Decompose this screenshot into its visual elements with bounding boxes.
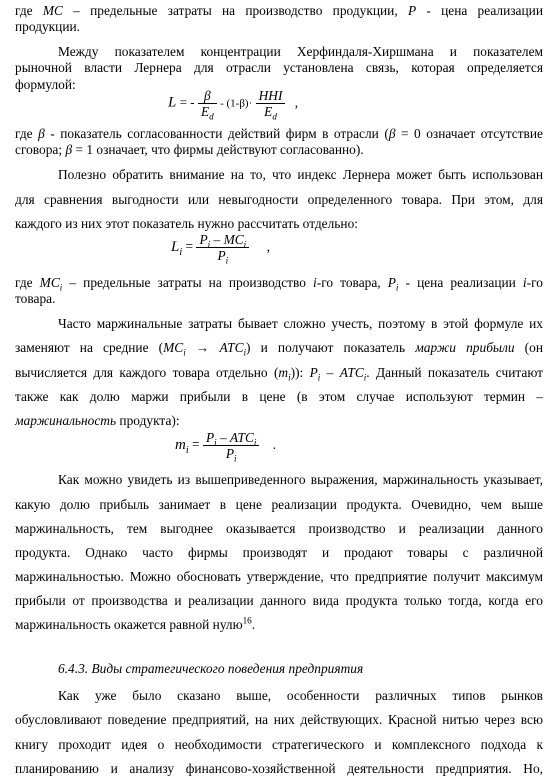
paragraph-line: Часто маржинальные затраты бывает сложно учесть, поэтому в этой формуле их (58, 316, 543, 331)
formula-lerner-index: $L_i$ = $\frac{P_i - MC_i}{P_i}$ , (171, 232, 270, 266)
paragraph-line: Как уже было сказано выше, особенности различных типов рынков (58, 688, 543, 703)
paragraph-line: маржинальностью. Можно обосновать утверждение, что предприятие получит максимум (15, 569, 543, 584)
paragraph-line: Как можно увидеть из вышеприведенного выражения, маржинальность указывает, (58, 472, 543, 487)
paragraph-line: вычисляется для каждого товара отдельно $(m_i)$): $P_i - ATC_i$. Данный показатель считают (15, 365, 544, 383)
paragraph-line: где $MC_i$ – предельные затраты на производство i-го товара, $P_i$ - цена реализации i-го (15, 275, 543, 293)
formula-hhi-lerner: L = - $\frac{\beta}{E_d}$ - (1-β)· $\frac{\text{HHI}}{E_d}$ , (168, 88, 299, 122)
paragraph-line: прибыли от производства и реализации данного вида продукта только тогда, когда его (15, 593, 543, 608)
paragraph-line: Между показателем концентрации Херфиндаля-Хиршмана и показателем (58, 44, 543, 59)
paragraph-line: маржинальность продукта): (15, 413, 180, 428)
paragraph-line: формулой: (15, 77, 76, 92)
fraction: $\frac{\text{HHI}}{E_d}$ (256, 88, 286, 119)
paragraph-line: продукции. (15, 19, 81, 34)
paragraph-line: товара. (15, 291, 56, 306)
footnote-ref: 16 (242, 615, 252, 626)
paragraph-line: заменяют на средние $(MC_i \to ATC_i)$ и получают показатель маржи прибыли (он (15, 340, 544, 358)
paragraph-line: продукта. Однако часто фирмы производят и продают товары с различной (15, 545, 543, 560)
paragraph-line: где β - показатель согласованности действий фирм в отрасли (β = 0 означает отсутствие (15, 126, 543, 141)
paragraph-line: какую долю прибыль занимает в цене реализации продукта. Очевидно, чем выше (15, 497, 543, 512)
paragraph-line: маржинальность, тем выгоднее оказывается производство и реализации данного (15, 521, 543, 536)
paragraph-line: обусловливают поведение предприятий, на них действующих. Красной нитью через всю (15, 712, 543, 727)
paragraph-line: также как долю маржи прибыли в цене (в этом случае используют термин – (15, 389, 543, 404)
section-heading: 6.4.3. Виды стратегического поведения предприятия (58, 661, 364, 676)
paragraph-line: рыночной власти Лернера для отрасли установлена связь, которая определяется (15, 60, 543, 75)
formula-margin: $m_i$ = $\frac{P_i - ATC_i}{P_i}$ . (175, 430, 277, 464)
paragraph-line: Полезно обратить внимание на то, что индекс Лернера может быть использован (58, 167, 543, 182)
fraction: $\frac{\beta}{E_d}$ (198, 88, 217, 119)
paragraph-line: маржинальность окажется равной нулю$^{16}$. (15, 615, 256, 632)
paragraph-line: планированию и анализу финансово-хозяйственной деятельности предприятия. Но, (15, 761, 543, 776)
paragraph-line: где MC – предельные затраты на производство продукции, P - цена реализации (15, 3, 543, 18)
paragraph-line: книгу проходит идея о необходимости стратегического и комплексного подхода к (15, 737, 543, 752)
fraction: $\frac{P_i - ATC_i}{P_i}$ (203, 430, 259, 461)
fraction: $\frac{P_i - MC_i}{P_i}$ (196, 232, 249, 263)
paragraph-line: для сравнения выгодности или невыгодности определенного товара. При этом, для (15, 192, 543, 207)
paragraph-line: сговора; β = 1 означает, что фирмы действуют согласованно). (15, 142, 364, 157)
paragraph-line: каждого из них этот показатель нужно рассчитать отдельно: (15, 216, 358, 231)
